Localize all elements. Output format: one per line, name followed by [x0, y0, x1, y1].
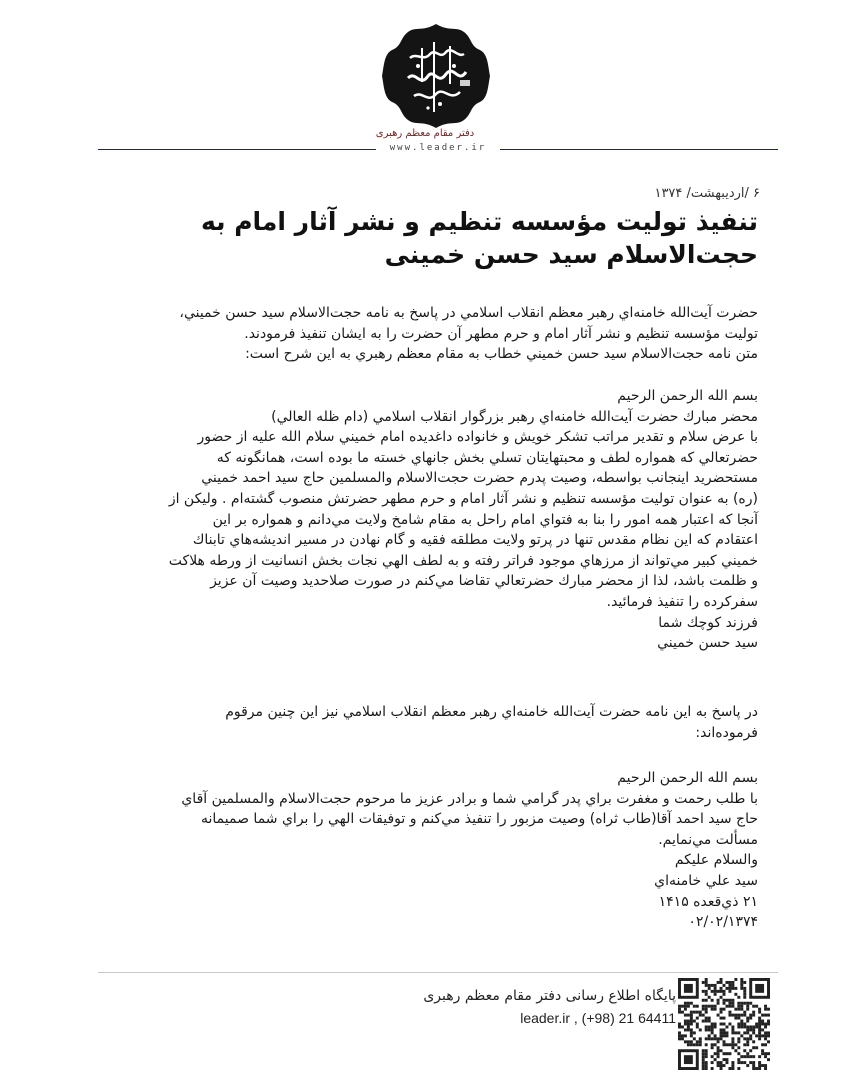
- text-line: خميني كبير مي‌تواند از مرزهاي موجود فراتر رفته و به لطف الهي نجات بخش انسانيت از ورطه هلاكت: [168, 552, 758, 569]
- text-line: حاج سيد احمد آقا(طاب ثراه) وصيت مزبور را تنفيذ مي‌كنم و توفيقات الهي را براي شما صميمانه: [201, 811, 758, 828]
- qr-code-icon[interactable]: [678, 978, 770, 1070]
- site-url[interactable]: www.leader.ir: [389, 143, 487, 153]
- footer-divider: [98, 972, 778, 973]
- text-line: و ظلمت باشد، لذا از محضر مبارك حضرتعالي تقاضا مي‌كنم در صورت صلاحديد وصيت آن عزيز: [210, 573, 758, 590]
- calligraphic-seal-icon: [380, 22, 492, 130]
- text-line: ۲۱ ذي‌قعده ۱۴۱۵: [658, 893, 758, 910]
- reply-intro: [28, 702, 758, 743]
- text-line: فرموده‌اند:: [695, 724, 758, 741]
- text-line: بسم الله الرحمن الرحيم: [617, 388, 758, 404]
- text-line: سفركرده را تنفيذ فرمائيد.: [606, 593, 758, 610]
- footer-info: [276, 985, 676, 1029]
- document-date: ۶ /اردیبهشت/ ۱۳۷۴: [654, 186, 760, 201]
- footer-contact[interactable]: leader.ir , (+98) 21 64411: [520, 1010, 676, 1026]
- text-line: سيد حسن خميني: [657, 635, 758, 652]
- text-line: بسم الله الرحمن الرحيم: [617, 770, 758, 786]
- text-line: آنجا كه اعتبار همه امور را بنا به فتواي امام راحل به مقام شامخ ولايت مي‌دانم و همواره بر اين: [212, 511, 758, 528]
- text-line: متن نامه حجت‌الاسلام سيد حسن خميني خطاب به مقام معظم رهبري به اين شرح است:: [245, 346, 758, 363]
- text-line: حضرتعالي كه همواره لطف و محبتهايتان تسلي بخش جانهاي خسته ما بوده است، همانگونه كه: [216, 449, 758, 466]
- text-line: ۰۲/۰۲/۱۳۷۴: [688, 914, 758, 931]
- text-line: فرزند كوچك شما: [658, 614, 758, 631]
- logo-caption: دفتر مقام معظم رهبری: [375, 128, 475, 139]
- text-line: والسلام عليكم: [674, 852, 758, 869]
- text-line: با عرض سلام و تقدير مراتب تشكر خويش و خانواده داغديده امام خميني سلام الله عليه از حضور: [197, 429, 758, 446]
- text-line: حضرت آيت‌الله خامنه‌اي رهبر معظم انقلاب اسلامي در پاسخ به نامه حجت‌الاسلام سيد حسن خميني،: [179, 305, 758, 321]
- text-line: سيد علي خامنه‌اي: [654, 872, 758, 889]
- text-line: (ره) به عنوان توليت مؤسسه تنظيم و نشر آثار امام و حرم مطهر حضرتش منصوب گشته‌ام . وليكن از: [168, 490, 758, 507]
- letter-khamenei-reply: [28, 768, 758, 933]
- divider-left: [98, 149, 376, 150]
- text-line: توليت مؤسسه تنظيم و نشر آثار امام و حرم مطهر آن حضرت را به ايشان تنفيذ فرمودند.: [244, 325, 758, 342]
- footer-site-name: پایگاه اطلاع رسانی دفتر مقام معظم رهبری: [423, 988, 676, 1004]
- document-title: تنفیذ تولیت مؤسسه تنظیم و نشر آثار امام به حجت‌الاسلام سید حسن خمینی: [200, 207, 758, 269]
- intro-paragraph: [28, 303, 758, 365]
- text-line: اعتقادم كه اين نظام مقدس تنها در پرتو ولايت مطلقه فقيه و گام نهادن در مسير انديشه‌هاي تابناك: [192, 532, 758, 549]
- text-line: با طلب رحمت و مغفرت براي پدر گرامي شما و برادر عزيز ما مرحوم حجت‌الاسلام والمسلمين آقاي: [181, 790, 758, 807]
- letter-hassan-khomeini: [28, 386, 758, 654]
- text-line: در پاسخ به اين نامه حضرت آيت‌الله خامنه‌اي رهبر معظم انقلاب اسلامي نيز اين چنين مرقوم: [225, 704, 758, 720]
- header-divider: [98, 145, 778, 155]
- text-line: محضر مبارك حضرت آيت‌الله خامنه‌اي رهبر بزرگوار انقلاب اسلامي (دام ظله العالي): [271, 408, 758, 425]
- divider-right: [500, 149, 778, 150]
- text-line: مسألت مي‌نمايم.: [658, 831, 758, 848]
- text-line: مستحضريد اينجانب بواسطه، وصيت پدرم حضرت حجت‌الاسلام والمسلمين حاج سيد احمد خميني: [201, 470, 758, 487]
